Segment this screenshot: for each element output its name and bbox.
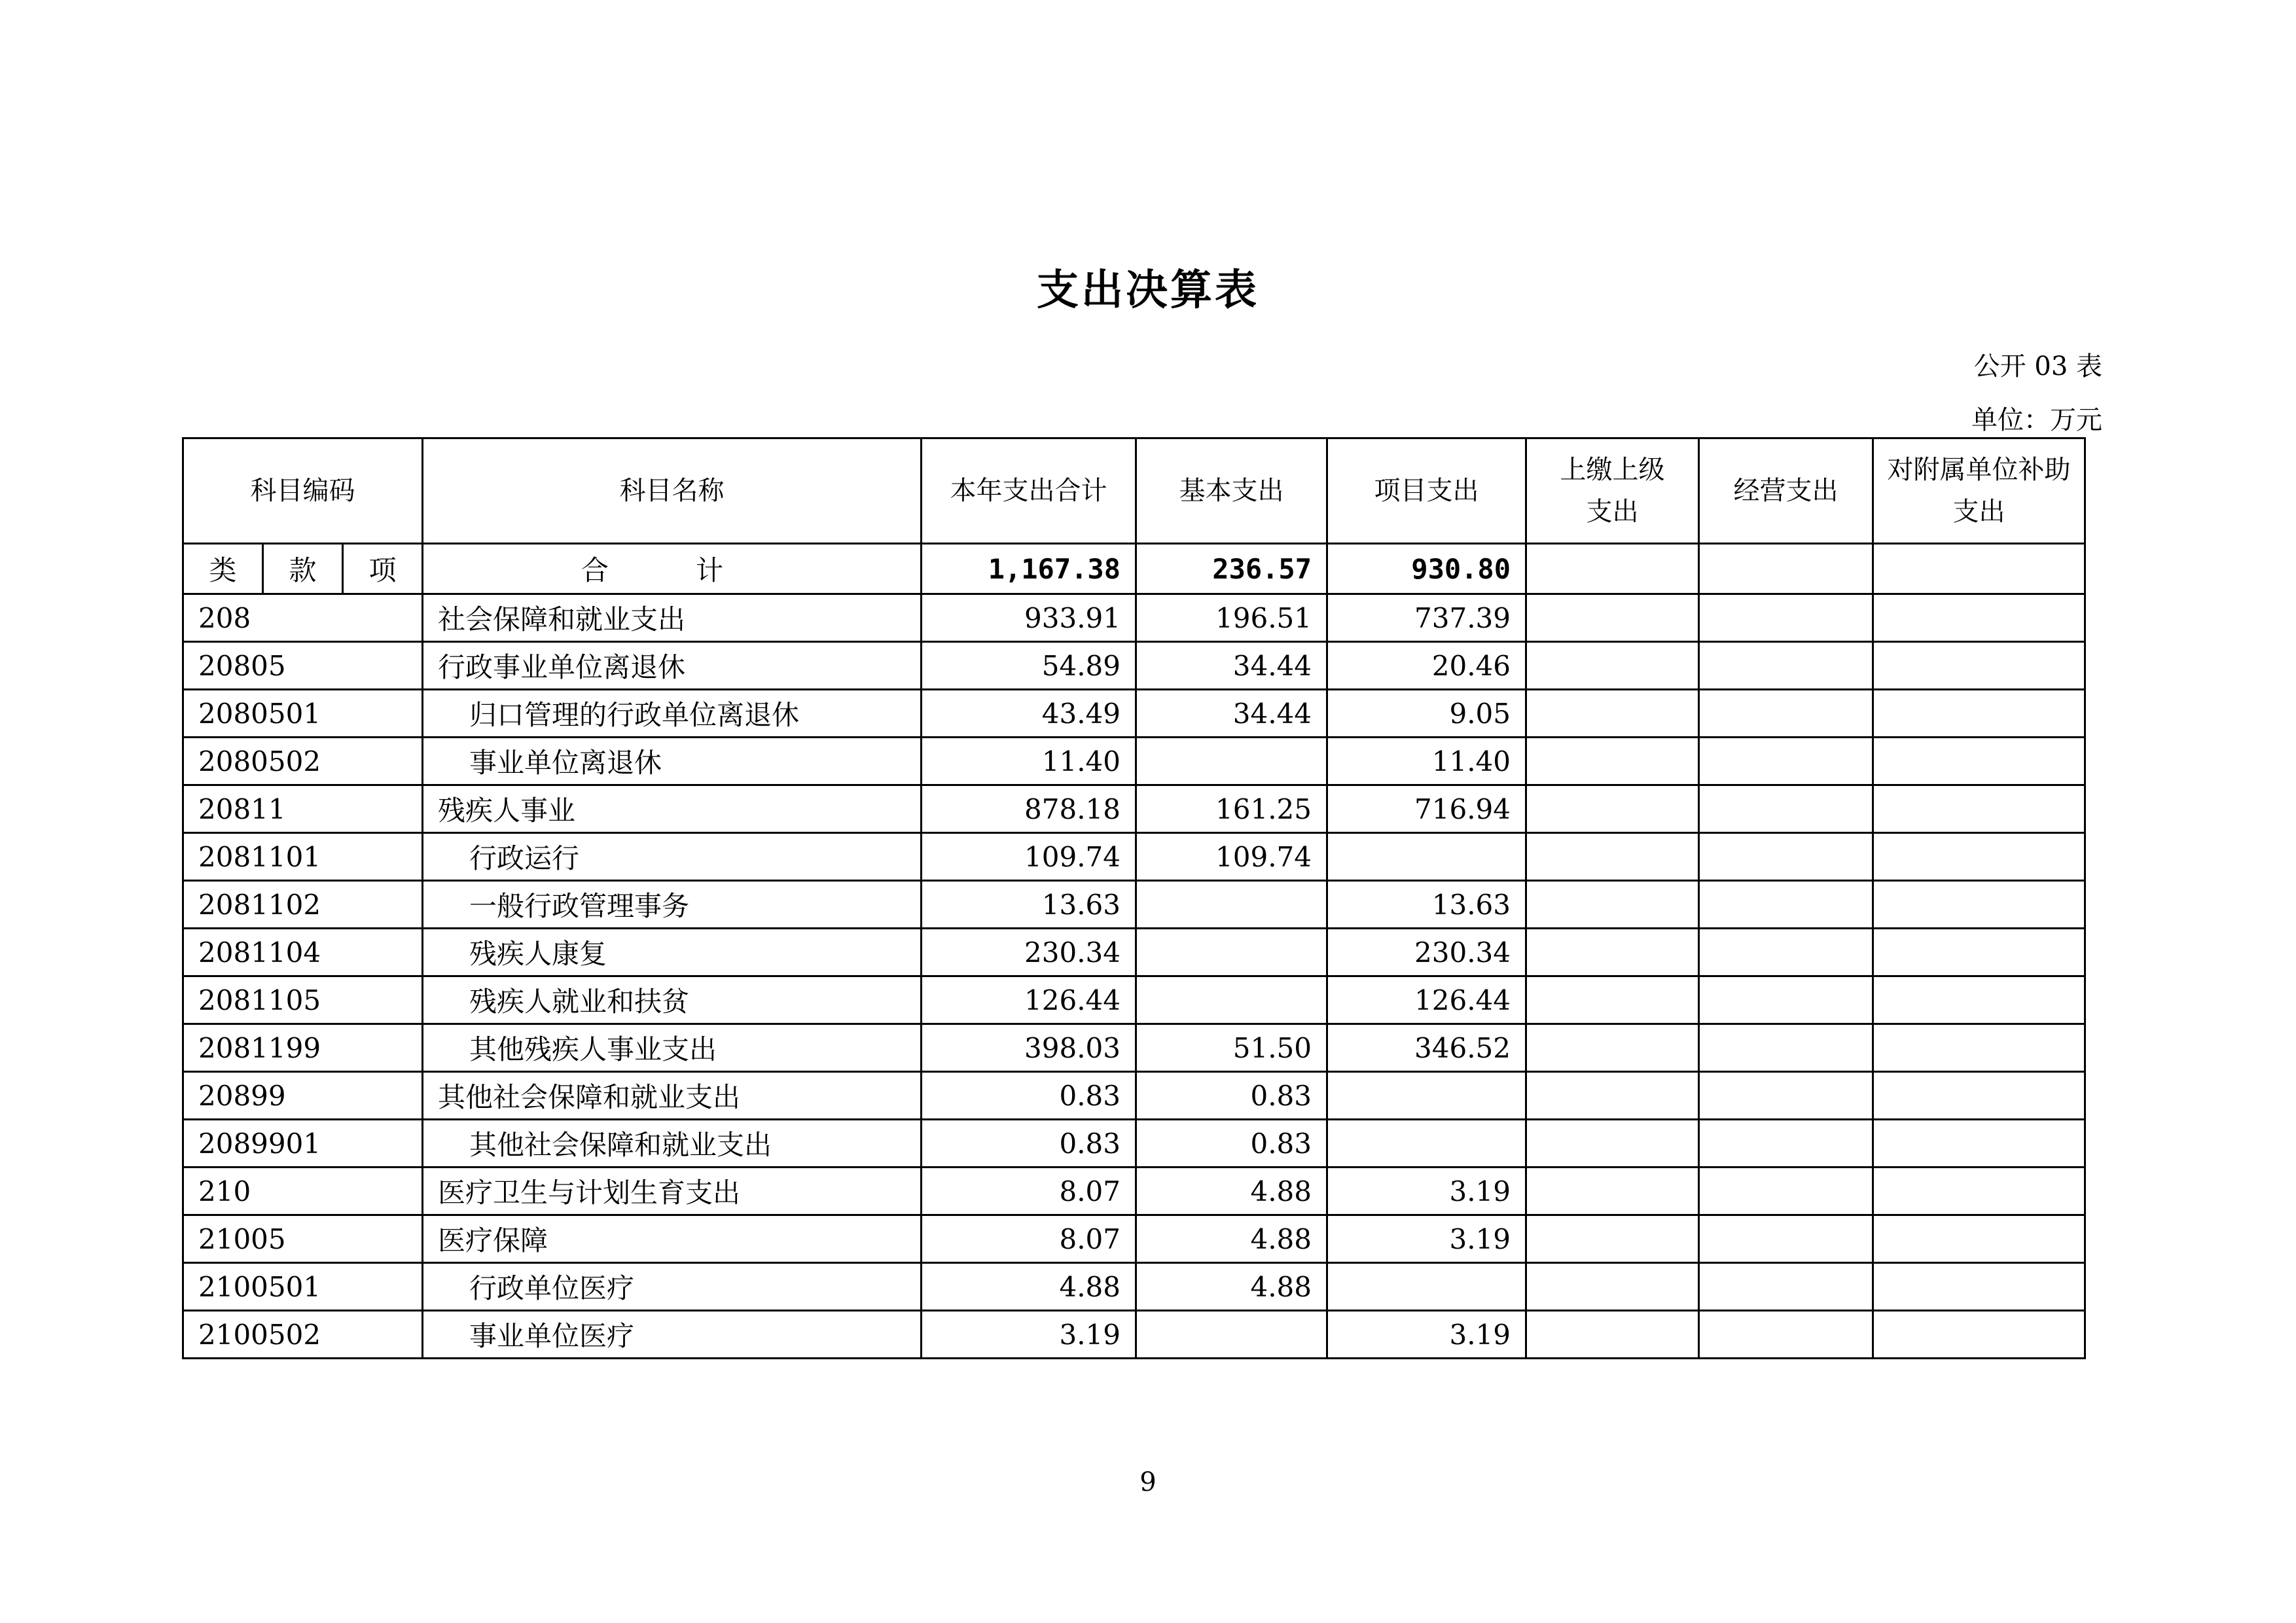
cell-name: 社会保障和就业支出	[423, 594, 922, 642]
cell-upper	[1526, 1024, 1699, 1072]
cell-name: 事业单位离退休	[423, 738, 922, 785]
cell-name: 行政事业单位离退休	[423, 642, 922, 690]
page-title: 支出决算表	[1037, 266, 1259, 315]
cell-name: 残疾人事业	[423, 785, 922, 833]
header-kuan: 款	[263, 544, 343, 594]
cell-code: 210	[183, 1168, 423, 1215]
cell-basic: 4.88	[1136, 1168, 1327, 1215]
cell-project: 3.19	[1327, 1168, 1526, 1215]
cell-basic: 196.51	[1136, 594, 1327, 642]
cell-upper	[1526, 1072, 1699, 1120]
cell-business	[1699, 738, 1873, 785]
cell-basic: 4.88	[1136, 1215, 1327, 1263]
total-upper	[1526, 544, 1699, 594]
header-upper: 上缴上级支出	[1526, 438, 1699, 544]
cell-business	[1699, 833, 1873, 881]
cell-name: 事业单位医疗	[423, 1311, 922, 1359]
cell-code: 2080501	[183, 690, 423, 738]
cell-subsidy	[1873, 642, 2085, 690]
cell-total: 8.07	[922, 1168, 1136, 1215]
cell-business	[1699, 785, 1873, 833]
cell-basic: 51.50	[1136, 1024, 1327, 1072]
cell-subsidy	[1873, 833, 2085, 881]
cell-subsidy	[1873, 1215, 2085, 1263]
cell-basic: 109.74	[1136, 833, 1327, 881]
cell-upper	[1526, 642, 1699, 690]
cell-name: 行政单位医疗	[423, 1263, 922, 1311]
total-business	[1699, 544, 1873, 594]
cell-total: 0.83	[922, 1072, 1136, 1120]
cell-basic: 0.83	[1136, 1072, 1327, 1120]
cell-code: 2081101	[183, 833, 423, 881]
cell-code: 208	[183, 594, 423, 642]
table-row	[183, 1120, 2085, 1168]
cell-name: 行政运行	[423, 833, 922, 881]
header-project: 项目支出	[1327, 438, 1526, 544]
table-row	[183, 594, 2085, 642]
expenditure-table	[182, 437, 2086, 1359]
table-row	[183, 881, 2085, 929]
total-subsidy	[1873, 544, 2085, 594]
cell-total: 933.91	[922, 594, 1136, 642]
cell-upper	[1526, 976, 1699, 1024]
cell-basic: 4.88	[1136, 1263, 1327, 1311]
cell-subsidy	[1873, 1311, 2085, 1359]
cell-subsidy	[1873, 1024, 2085, 1072]
table-row	[183, 1072, 2085, 1120]
table-row	[183, 833, 2085, 881]
table-row	[183, 785, 2085, 833]
header-name: 科目名称	[423, 438, 922, 544]
cell-code: 2080502	[183, 738, 423, 785]
cell-business	[1699, 1215, 1873, 1263]
cell-upper	[1526, 1215, 1699, 1263]
cell-basic	[1136, 976, 1327, 1024]
header-total: 本年支出合计	[922, 438, 1136, 544]
cell-code: 2081102	[183, 881, 423, 929]
cell-project: 3.19	[1327, 1311, 1526, 1359]
cell-project: 716.94	[1327, 785, 1526, 833]
cell-project: 346.52	[1327, 1024, 1526, 1072]
form-number: 公开 03 表	[1973, 351, 2102, 382]
cell-project	[1327, 1120, 1526, 1168]
header-lei: 类	[183, 544, 263, 594]
cell-subsidy	[1873, 594, 2085, 642]
cell-name: 其他残疾人事业支出	[423, 1024, 922, 1072]
cell-name: 残疾人康复	[423, 929, 922, 976]
table-row	[183, 1168, 2085, 1215]
cell-business	[1699, 929, 1873, 976]
cell-basic: 161.25	[1136, 785, 1327, 833]
cell-subsidy	[1873, 1263, 2085, 1311]
total-project: 930.80	[1327, 544, 1526, 594]
cell-name: 归口管理的行政单位离退休	[423, 690, 922, 738]
table-row	[183, 690, 2085, 738]
header-basic: 基本支出	[1136, 438, 1327, 544]
cell-basic	[1136, 1311, 1327, 1359]
cell-upper	[1526, 1168, 1699, 1215]
cell-subsidy	[1873, 976, 2085, 1024]
header-row	[183, 438, 2085, 544]
cell-total: 11.40	[922, 738, 1136, 785]
cell-project: 9.05	[1327, 690, 1526, 738]
cell-business	[1699, 690, 1873, 738]
cell-code: 21005	[183, 1215, 423, 1263]
cell-upper	[1526, 833, 1699, 881]
header-business: 经营支出	[1699, 438, 1873, 544]
cell-business	[1699, 1263, 1873, 1311]
cell-total: 3.19	[922, 1311, 1136, 1359]
cell-project: 230.34	[1327, 929, 1526, 976]
cell-basic	[1136, 929, 1327, 976]
cell-business	[1699, 881, 1873, 929]
cell-upper	[1526, 690, 1699, 738]
cell-project: 737.39	[1327, 594, 1526, 642]
cell-subsidy	[1873, 1168, 2085, 1215]
cell-total: 109.74	[922, 833, 1136, 881]
cell-subsidy	[1873, 1072, 2085, 1120]
cell-code: 2100502	[183, 1311, 423, 1359]
cell-code: 2081104	[183, 929, 423, 976]
table-row	[183, 1263, 2085, 1311]
cell-total: 398.03	[922, 1024, 1136, 1072]
table-row	[183, 1311, 2085, 1359]
cell-upper	[1526, 1311, 1699, 1359]
table-row	[183, 738, 2085, 785]
cell-project: 20.46	[1327, 642, 1526, 690]
total-row	[183, 544, 2085, 594]
total-basic: 236.57	[1136, 544, 1327, 594]
cell-subsidy	[1873, 929, 2085, 976]
table-row	[183, 642, 2085, 690]
cell-code: 20805	[183, 642, 423, 690]
cell-total: 230.34	[922, 929, 1136, 976]
cell-project	[1327, 1263, 1526, 1311]
cell-total: 0.83	[922, 1120, 1136, 1168]
cell-business	[1699, 1072, 1873, 1120]
header-subsidy: 对附属单位补助支出	[1873, 438, 2085, 544]
cell-name: 医疗卫生与计划生育支出	[423, 1168, 922, 1215]
cell-project: 13.63	[1327, 881, 1526, 929]
cell-code: 20811	[183, 785, 423, 833]
cell-total: 8.07	[922, 1215, 1136, 1263]
cell-upper	[1526, 594, 1699, 642]
cell-name: 一般行政管理事务	[423, 881, 922, 929]
cell-total: 126.44	[922, 976, 1136, 1024]
cell-project: 11.40	[1327, 738, 1526, 785]
cell-code: 2089901	[183, 1120, 423, 1168]
page-number: 9	[1139, 1467, 1157, 1497]
cell-project: 126.44	[1327, 976, 1526, 1024]
header-code: 科目编码	[183, 438, 423, 544]
cell-project	[1327, 833, 1526, 881]
cell-total: 4.88	[922, 1263, 1136, 1311]
cell-business	[1699, 594, 1873, 642]
table-row	[183, 1215, 2085, 1263]
cell-subsidy	[1873, 738, 2085, 785]
cell-total: 54.89	[922, 642, 1136, 690]
cell-upper	[1526, 1263, 1699, 1311]
cell-basic: 34.44	[1136, 690, 1327, 738]
cell-business	[1699, 1024, 1873, 1072]
cell-business	[1699, 976, 1873, 1024]
cell-total: 13.63	[922, 881, 1136, 929]
cell-code: 2081199	[183, 1024, 423, 1072]
cell-business	[1699, 1311, 1873, 1359]
table-row	[183, 1024, 2085, 1072]
table-row	[183, 929, 2085, 976]
cell-project: 3.19	[1327, 1215, 1526, 1263]
cell-upper	[1526, 1120, 1699, 1168]
cell-total: 878.18	[922, 785, 1136, 833]
cell-code: 2100501	[183, 1263, 423, 1311]
cell-basic: 0.83	[1136, 1120, 1327, 1168]
total-label: 合 计	[423, 544, 922, 594]
cell-subsidy	[1873, 881, 2085, 929]
cell-project	[1327, 1072, 1526, 1120]
cell-basic	[1136, 881, 1327, 929]
unit-label: 单位：万元	[1971, 405, 2102, 435]
cell-business	[1699, 1120, 1873, 1168]
cell-upper	[1526, 929, 1699, 976]
cell-business	[1699, 642, 1873, 690]
cell-name: 其他社会保障和就业支出	[423, 1120, 922, 1168]
cell-subsidy	[1873, 1120, 2085, 1168]
cell-subsidy	[1873, 785, 2085, 833]
header-xiang: 项	[343, 544, 423, 594]
cell-basic	[1136, 738, 1327, 785]
cell-subsidy	[1873, 690, 2085, 738]
cell-name: 其他社会保障和就业支出	[423, 1072, 922, 1120]
table-row	[183, 976, 2085, 1024]
cell-name: 残疾人就业和扶贫	[423, 976, 922, 1024]
cell-code: 20899	[183, 1072, 423, 1120]
cell-name: 医疗保障	[423, 1215, 922, 1263]
cell-total: 43.49	[922, 690, 1136, 738]
cell-upper	[1526, 785, 1699, 833]
cell-code: 2081105	[183, 976, 423, 1024]
cell-basic: 34.44	[1136, 642, 1327, 690]
cell-upper	[1526, 881, 1699, 929]
cell-business	[1699, 1168, 1873, 1215]
cell-upper	[1526, 738, 1699, 785]
total-amount: 1,167.38	[922, 544, 1136, 594]
